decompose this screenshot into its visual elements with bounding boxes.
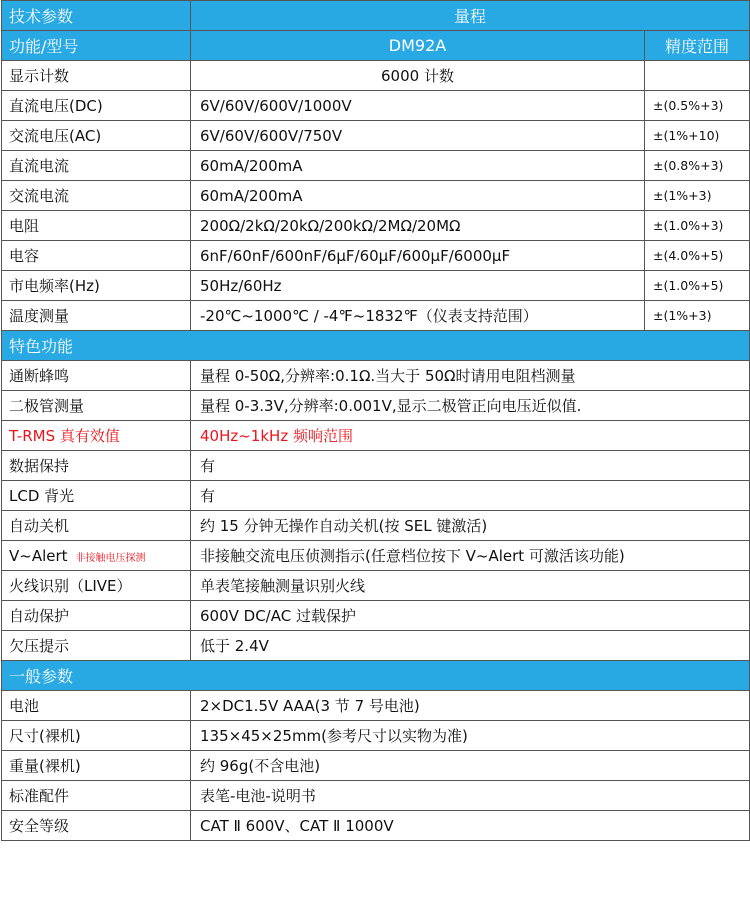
general-row <box>2 781 750 811</box>
feature-row <box>2 511 750 541</box>
measurement-accuracy: ±(1.0%+5) <box>645 271 750 301</box>
feature-label: 通断蜂鸣 <box>2 361 191 391</box>
feature-label: 自动保护 <box>2 601 191 631</box>
general-label: 尺寸(裸机) <box>2 721 191 751</box>
measurement-accuracy: ±(0.8%+3) <box>645 151 750 181</box>
feature-label: 数据保持 <box>2 451 191 481</box>
measurement-accuracy: ±(4.0%+5) <box>645 241 750 271</box>
measurement-range: 200Ω/2kΩ/20kΩ/200kΩ/2MΩ/20MΩ <box>191 211 645 241</box>
feature-row <box>2 481 750 511</box>
general-row <box>2 721 750 751</box>
features-header: 特色功能 <box>2 331 750 361</box>
general-value: 约 96g(不含电池) <box>191 751 750 781</box>
measurement-range: 6V/60V/600V/1000V <box>191 91 645 121</box>
measurement-row <box>2 181 750 211</box>
general-header-row <box>2 661 750 691</box>
general-label: 安全等级 <box>2 811 191 841</box>
feature-label: 二极管测量 <box>2 391 191 421</box>
feature-row-trms <box>2 421 750 451</box>
general-value: 2×DC1.5V AAA(3 节 7 号电池) <box>191 691 750 721</box>
general-value: 135×45×25mm(参考尺寸以实物为准) <box>191 721 750 751</box>
count-row <box>2 61 750 91</box>
feature-row <box>2 451 750 481</box>
measurement-range: 6nF/60nF/600nF/6μF/60μF/600μF/6000μF <box>191 241 645 271</box>
subheader-row <box>2 31 750 61</box>
measurement-range: 60mA/200mA <box>191 151 645 181</box>
feature-value: 有 <box>191 481 750 511</box>
feature-value: 低于 2.4V <box>191 631 750 661</box>
feature-value: 量程 0-3.3V,分辨率:0.001V,显示二极管正向电压近似值. <box>191 391 750 421</box>
feature-row <box>2 571 750 601</box>
measurement-label: 直流电流 <box>2 151 191 181</box>
feature-value: 40Hz~1kHz 频响范围 <box>191 421 750 451</box>
measurement-row <box>2 241 750 271</box>
feature-label: T-RMS 真有效值 <box>2 421 191 451</box>
feature-value: 非接触交流电压侦测指示(任意档位按下 V~Alert 可激活该功能) <box>191 541 750 571</box>
measurement-row <box>2 211 750 241</box>
measurement-row <box>2 91 750 121</box>
feature-row <box>2 631 750 661</box>
feature-label: LCD 背光 <box>2 481 191 511</box>
feature-row <box>2 541 750 571</box>
feature-label: 火线识别（LIVE） <box>2 571 191 601</box>
measurement-row <box>2 271 750 301</box>
general-value: 表笔-电池-说明书 <box>191 781 750 811</box>
measurement-range: 6V/60V/600V/750V <box>191 121 645 151</box>
header-range: 量程 <box>191 1 750 31</box>
general-value: CAT Ⅱ 600V、CAT Ⅱ 1000V <box>191 811 750 841</box>
feature-row <box>2 361 750 391</box>
measurement-label: 交流电压(AC) <box>2 121 191 151</box>
general-row <box>2 691 750 721</box>
measurement-label: 交流电流 <box>2 181 191 211</box>
measurement-range: 50Hz/60Hz <box>191 271 645 301</box>
feature-row <box>2 391 750 421</box>
measurement-accuracy: ±(1%+10) <box>645 121 750 151</box>
measurement-accuracy: ±(1.0%+3) <box>645 211 750 241</box>
measurement-range: 60mA/200mA <box>191 181 645 211</box>
count-label: 显示计数 <box>2 61 191 91</box>
header-tech-params: 技术参数 <box>2 1 191 31</box>
header-row <box>2 1 750 31</box>
feature-value: 量程 0-50Ω,分辨率:0.1Ω.当大于 50Ω时请用电阻档测量 <box>191 361 750 391</box>
measurement-row <box>2 121 750 151</box>
measurement-label: 温度测量 <box>2 301 191 331</box>
measurement-label: 电容 <box>2 241 191 271</box>
measurement-row <box>2 301 750 331</box>
feature-value: 约 15 分钟无操作自动关机(按 SEL 键激活) <box>191 511 750 541</box>
measurement-row <box>2 151 750 181</box>
feature-value: 有 <box>191 451 750 481</box>
subheader-accuracy: 精度范围 <box>645 31 750 61</box>
general-row <box>2 811 750 841</box>
measurement-label: 电阻 <box>2 211 191 241</box>
measurement-range: -20℃~1000℃ / -4℉~1832℉（仪表支持范围） <box>191 301 645 331</box>
general-label: 重量(裸机) <box>2 751 191 781</box>
measurement-label: 直流电压(DC) <box>2 91 191 121</box>
general-header: 一般参数 <box>2 661 750 691</box>
feature-value: 单表笔接触测量识别火线 <box>191 571 750 601</box>
measurement-accuracy: ±(1%+3) <box>645 301 750 331</box>
measurement-accuracy: ±(1%+3) <box>645 181 750 211</box>
feature-label-valert <box>2 541 191 571</box>
subheader-model: DM92A <box>191 31 645 61</box>
feature-label: 自动关机 <box>2 511 191 541</box>
measurement-accuracy: ±(0.5%+3) <box>645 91 750 121</box>
feature-value: 600V DC/AC 过载保护 <box>191 601 750 631</box>
general-label: 标准配件 <box>2 781 191 811</box>
count-accuracy-empty <box>645 61 750 91</box>
feature-row <box>2 601 750 631</box>
feature-label: V~Alert <box>9 546 68 565</box>
subheader-function-model: 功能/型号 <box>2 31 191 61</box>
count-value: 6000 计数 <box>191 61 645 91</box>
features-header-row <box>2 331 750 361</box>
feature-sublabel: 非接触电压探测 <box>75 552 146 564</box>
feature-label: 欠压提示 <box>2 631 191 661</box>
general-row <box>2 751 750 781</box>
spec-table <box>1 0 750 841</box>
general-label: 电池 <box>2 691 191 721</box>
measurement-label: 市电频率(Hz) <box>2 271 191 301</box>
